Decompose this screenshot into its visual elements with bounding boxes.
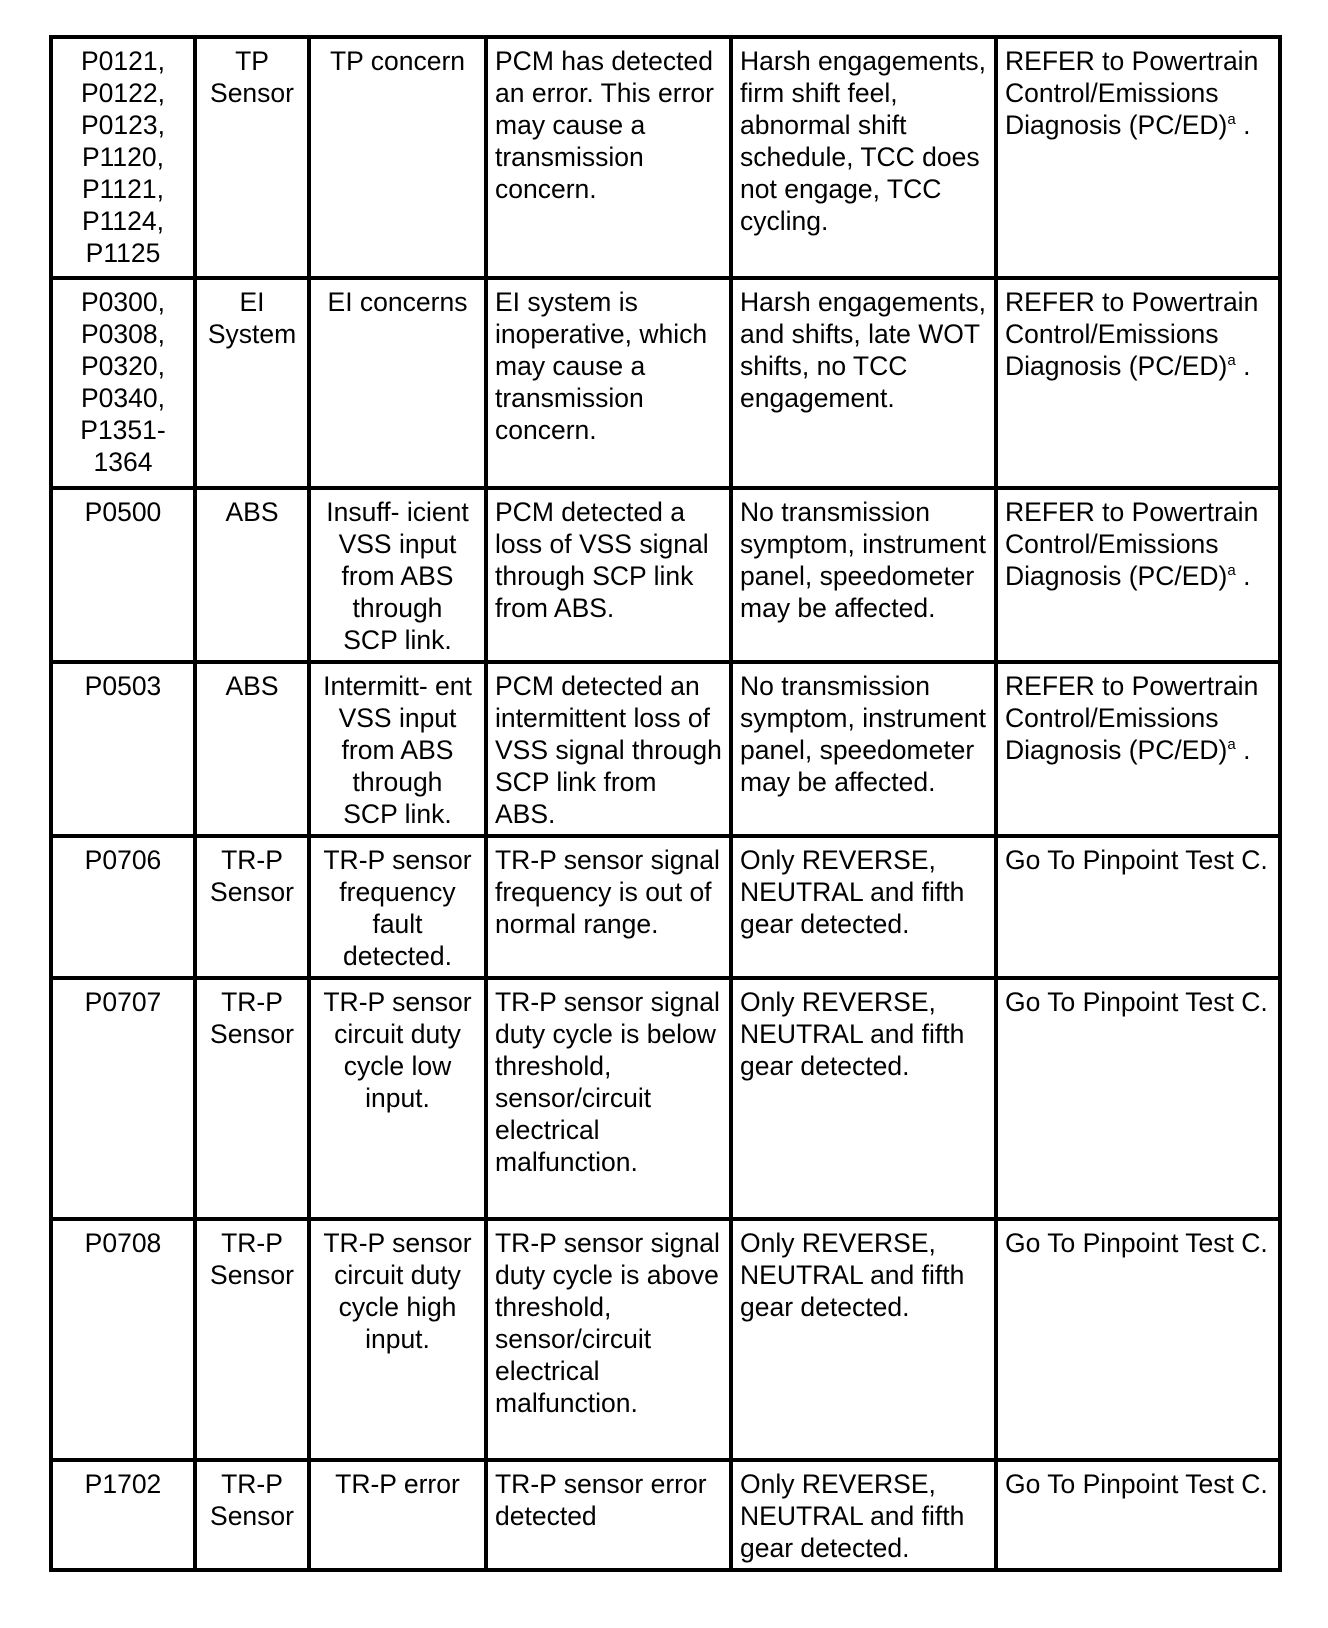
component-cell-text: ABS	[225, 497, 279, 527]
description-cell-text: Insuff- icient VSS input from ABS through SCP link.	[326, 497, 469, 655]
action-text-wrap	[1005, 497, 1258, 591]
description-cell	[309, 662, 486, 836]
symptoms-cell	[731, 37, 996, 278]
dtc-code-cell	[51, 1460, 195, 1570]
action-trailing-text: .	[1235, 110, 1251, 140]
dtc-table-body	[51, 37, 1280, 1570]
action-cell	[996, 1219, 1280, 1460]
description-cell-text: TR-P sensor circuit duty cycle low input.	[323, 987, 472, 1113]
dtc-code-cell-text: P0708	[84, 1228, 162, 1258]
symptoms-cell	[731, 662, 996, 836]
symptoms-cell	[731, 278, 996, 488]
action-cell	[996, 488, 1280, 662]
component-cell	[195, 37, 309, 278]
component-cell-text: ABS	[225, 671, 279, 701]
description-cell-text: EI concerns	[327, 287, 468, 317]
description-cell	[309, 1219, 486, 1460]
footnote-marker: a	[1227, 111, 1236, 129]
condition-cell-text: TR-P sensor signal frequency is out of normal range.	[495, 845, 720, 939]
dtc-code-cell-text: P0500	[84, 497, 162, 527]
symptoms-cell	[731, 1460, 996, 1570]
component-cell-text: TR-P Sensor	[210, 987, 294, 1049]
description-cell-text: TR-P sensor frequency fault detected.	[323, 845, 472, 971]
table-row	[51, 1219, 1280, 1460]
component-cell	[195, 1219, 309, 1460]
description-cell	[309, 488, 486, 662]
condition-cell-text: PCM detected an intermittent loss of VSS signal through SCP link from ABS.	[495, 671, 722, 829]
condition-cell	[486, 662, 731, 836]
dtc-code-cell	[51, 37, 195, 278]
symptoms-cell-text: Only REVERSE, NEUTRAL and fifth gear detected.	[740, 987, 965, 1081]
symptoms-cell-text: No transmission symptom, instrument panel, speedometer may be affected.	[740, 497, 986, 623]
condition-cell-text: PCM has detected an error. This error may cause a transmission concern.	[495, 46, 714, 204]
component-cell-text: TR-P Sensor	[210, 1469, 294, 1531]
table-row	[51, 1460, 1280, 1570]
action-trailing-text: .	[1235, 561, 1251, 591]
dtc-code-cell	[51, 278, 195, 488]
description-cell-text: TR-P error	[335, 1469, 460, 1499]
dtc-code-cell	[51, 1219, 195, 1460]
table-row	[51, 662, 1280, 836]
dtc-code-cell-text: P0706	[84, 845, 162, 875]
symptoms-cell	[731, 978, 996, 1219]
condition-cell	[486, 37, 731, 278]
action-cell	[996, 278, 1280, 488]
table-row	[51, 488, 1280, 662]
condition-cell-text: TR-P sensor error detected	[495, 1469, 707, 1531]
description-cell-text: TR-P sensor circuit duty cycle high input.	[323, 1228, 472, 1354]
dtc-code-cell	[51, 978, 195, 1219]
condition-cell	[486, 278, 731, 488]
description-cell-text: Intermitt- ent VSS input from ABS through SCP link.	[323, 671, 472, 829]
symptoms-cell-text: Harsh engagements, firm shift feel, abnormal shift schedule, TCC does not engage, TCC cycling.	[740, 46, 987, 236]
description-cell	[309, 836, 486, 978]
action-trailing-text: .	[1235, 735, 1251, 765]
action-trailing-text: .	[1235, 351, 1251, 381]
condition-cell-text: TR-P sensor signal duty cycle is above threshold, sensor/circuit electrical malfunction.	[495, 1228, 720, 1418]
condition-cell	[486, 978, 731, 1219]
symptoms-cell-text: Only REVERSE, NEUTRAL and fifth gear detected.	[740, 845, 965, 939]
dtc-code-cell-text: P0121, P0122, P0123, P1120, P1121, P1124, P1125	[81, 46, 165, 268]
dtc-code-cell	[51, 662, 195, 836]
dtc-code-cell-text: P0300, P0308, P0320, P0340, P1351- 1364	[80, 287, 166, 477]
symptoms-cell-text: Only REVERSE, NEUTRAL and fifth gear detected.	[740, 1469, 965, 1563]
action-cell	[996, 836, 1280, 978]
description-cell	[309, 1460, 486, 1570]
condition-cell	[486, 836, 731, 978]
action-cell-text: REFER to Powertrain Control/Emissions Diagnosis (PC/ED)	[1005, 46, 1259, 140]
action-cell-text: REFER to Powertrain Control/Emissions Diagnosis (PC/ED)	[1005, 497, 1259, 591]
symptoms-cell	[731, 488, 996, 662]
dtc-code-cell-text: P1702	[84, 1469, 162, 1499]
component-cell	[195, 978, 309, 1219]
dtc-code-cell	[51, 836, 195, 978]
component-cell	[195, 278, 309, 488]
condition-cell-text: EI system is inoperative, which may cause a transmission concern.	[495, 287, 708, 445]
condition-cell-text: TR-P sensor signal duty cycle is below threshold, sensor/circuit electrical malfunction.	[495, 987, 720, 1177]
action-cell-text: Go To Pinpoint Test C.	[1005, 1228, 1268, 1258]
action-cell-text: Go To Pinpoint Test C.	[1005, 1469, 1268, 1499]
dtc-table	[49, 35, 1282, 1572]
component-cell	[195, 662, 309, 836]
symptoms-cell-text: No transmission symptom, instrument panel, speedometer may be affected.	[740, 671, 986, 797]
table-row	[51, 37, 1280, 278]
action-cell	[996, 37, 1280, 278]
description-cell	[309, 37, 486, 278]
action-cell	[996, 662, 1280, 836]
action-cell	[996, 1460, 1280, 1570]
symptoms-cell	[731, 1219, 996, 1460]
component-cell-text: EI System	[207, 287, 297, 349]
component-cell	[195, 488, 309, 662]
description-cell	[309, 978, 486, 1219]
component-cell-text: TP Sensor	[210, 46, 294, 108]
component-cell-text: TR-P Sensor	[210, 1228, 294, 1290]
component-cell-text: TR-P Sensor	[210, 845, 294, 907]
component-cell	[195, 836, 309, 978]
table-row	[51, 978, 1280, 1219]
dtc-code-cell	[51, 488, 195, 662]
condition-cell	[486, 488, 731, 662]
footnote-marker: a	[1227, 562, 1236, 580]
description-cell	[309, 278, 486, 488]
condition-cell-text: PCM detected a loss of VSS signal through SCP link from ABS.	[495, 497, 709, 623]
component-cell	[195, 1460, 309, 1570]
action-cell-text: Go To Pinpoint Test C.	[1005, 987, 1268, 1017]
table-row	[51, 836, 1280, 978]
symptoms-cell-text: Only REVERSE, NEUTRAL and fifth gear detected.	[740, 1228, 965, 1322]
condition-cell	[486, 1219, 731, 1460]
action-text-wrap	[1005, 46, 1258, 140]
footnote-marker: a	[1227, 736, 1236, 754]
symptoms-cell	[731, 836, 996, 978]
dtc-code-cell-text: P0707	[84, 987, 162, 1017]
action-cell-text: Go To Pinpoint Test C.	[1005, 845, 1268, 875]
footnote-marker: a	[1227, 352, 1236, 370]
action-text-wrap	[1005, 287, 1258, 381]
action-text-wrap	[1005, 671, 1258, 765]
action-cell-text: REFER to Powertrain Control/Emissions Diagnosis (PC/ED)	[1005, 287, 1259, 381]
action-cell-text: REFER to Powertrain Control/Emissions Diagnosis (PC/ED)	[1005, 671, 1259, 765]
dtc-code-cell-text: P0503	[84, 671, 162, 701]
symptoms-cell-text: Harsh engagements, and shifts, late WOT shifts, no TCC engagement.	[740, 287, 987, 413]
action-cell	[996, 978, 1280, 1219]
table-row	[51, 278, 1280, 488]
description-cell-text: TP concern	[329, 46, 466, 76]
condition-cell	[486, 1460, 731, 1570]
